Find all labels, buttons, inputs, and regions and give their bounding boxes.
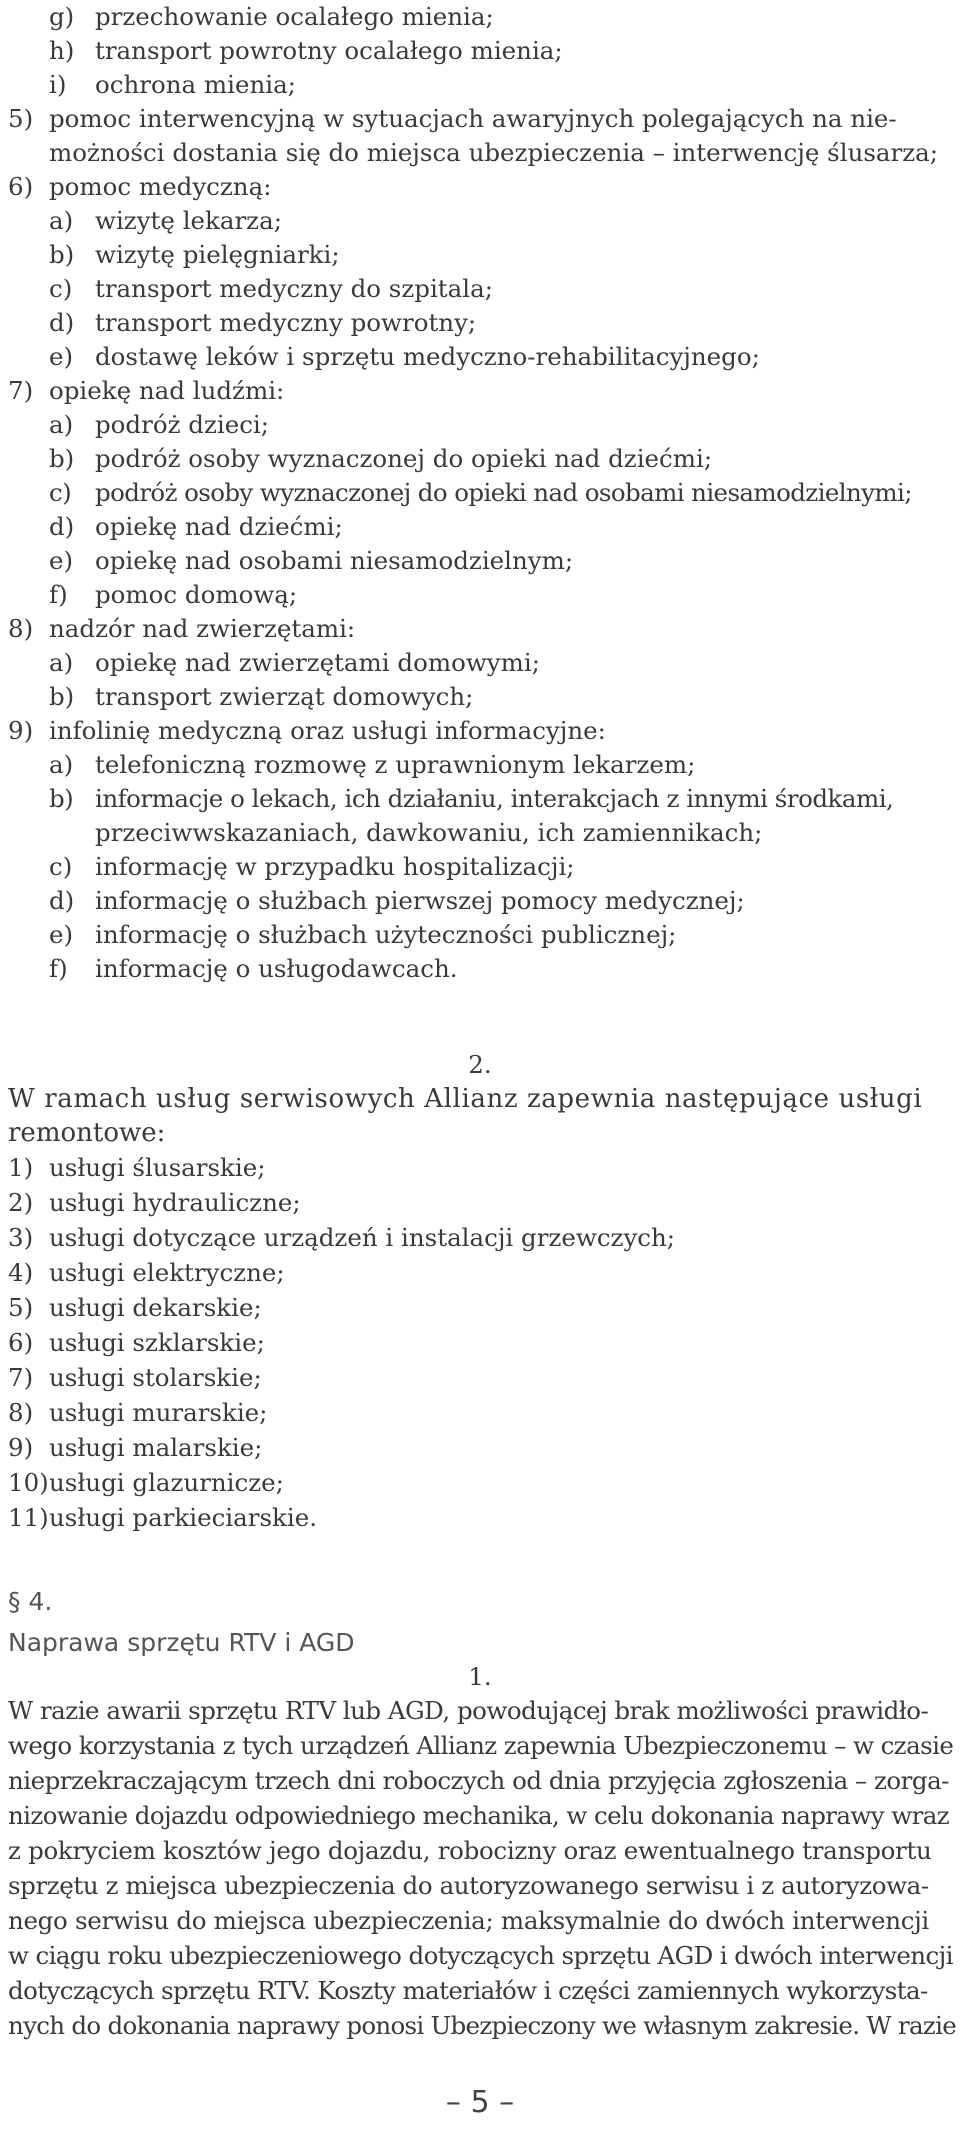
list-text: nadzór nad zwierzętami: [49,614,356,643]
list-marker: 6) [8,1328,34,1357]
list-marker: d) [49,308,75,337]
list-text: telefoniczną rozmowę z uprawnionym lekarzem; [95,750,696,779]
list-marker: b) [49,682,75,711]
list-marker: b) [49,784,74,813]
list-text: usługi szklarskie; [49,1328,265,1357]
list-text: informację o służbach pierwszej pomocy medycznej; [95,886,745,915]
paragraph-line: W razie awarii sprzętu RTV lub AGD, powodującej brak możliwości prawidło- [8,1696,929,1725]
list-marker: d) [49,886,75,915]
list-text: opiekę nad zwierzętami domowymi; [95,648,540,677]
paragraph-line: sprzętu z miejsca ubezpieczenia do autoryzowanego serwisu i z autoryzowa- [8,1871,929,1900]
list-text: transport powrotny ocalałego mienia; [95,36,563,65]
list-marker: c) [49,852,73,881]
list-marker: e) [49,546,74,575]
list-marker: c) [49,274,73,303]
list-marker: 6) [8,172,34,201]
list-marker: 8) [8,1398,34,1427]
list-marker: g) [49,2,75,31]
list-text: infolinię medyczną oraz usługi informacyjne: [49,716,606,745]
list-text: wizytę pielęgniarki; [95,240,340,269]
list-marker: 2) [8,1188,34,1217]
list-marker: 5) [8,1293,34,1322]
list-marker: e) [49,920,74,949]
paragraph-number: 1. [468,1662,492,1691]
list-text: podróż osoby wyznaczonej do opieki nad dziećmi; [95,444,713,473]
list-marker: 10) [8,1468,49,1497]
list-marker: 7) [8,376,34,405]
list-text: transport zwierząt domowych; [95,682,474,711]
list-text: pomoc medyczną: [49,172,272,201]
list-marker: e) [49,342,74,371]
list-marker: c) [49,478,72,507]
list-text: usługi elektryczne; [49,1258,285,1287]
list-text: wizytę lekarza; [95,206,282,235]
paragraph-line: dotyczących sprzętu RTV. Koszty materiałów i części zamiennych wykorzysta- [8,1976,928,2005]
list-text: usługi dekarskie; [49,1293,262,1322]
list-marker: 11) [8,1503,49,1532]
list-marker: d) [49,512,75,541]
list-text: usługi malarskie; [49,1433,263,1462]
list-text: informację w przypadku hospitalizacji; [95,852,575,881]
list-text: możności dostania się do miejsca ubezpieczenia – interwencję ślusarza; [49,138,939,167]
list-marker: f) [49,954,68,983]
list-text: ochrona mienia; [95,70,296,99]
list-marker: 5) [8,104,34,133]
section-symbol: § 4. [8,1587,53,1616]
section-title: Naprawa sprzętu RTV i AGD [8,1628,355,1657]
section-number: 2. [468,1050,492,1079]
section-intro: W ramach usług serwisowych Allianz zapewnia następujące usługi [8,1084,923,1114]
list-text: pomoc interwencyjną w sytuacjach awaryjnych polegających na nie- [49,104,897,133]
list-text: usługi stolarskie; [49,1363,262,1392]
list-marker: 4) [8,1258,34,1287]
list-marker: a) [49,750,74,779]
list-marker: i) [49,70,67,99]
list-text: informację o usługodawcach. [95,954,458,983]
page-number: – 5 – [445,2085,515,2120]
list-text: podróż dzieci; [95,410,270,439]
list-text: transport medyczny do szpitala; [95,274,493,303]
list-text: informację o służbach użyteczności publicznej; [95,920,677,949]
list-marker: 7) [8,1363,34,1392]
paragraph-line: nych do dokonania naprawy ponosi Ubezpieczony we własnym zakresie. W razie [8,2011,957,2040]
list-marker: a) [49,648,74,677]
list-marker: 3) [8,1223,34,1252]
list-text: opiekę nad osobami niesamodzielnym; [95,546,574,575]
list-text: opiekę nad dziećmi; [95,512,343,541]
list-text: usługi hydrauliczne; [49,1188,301,1217]
paragraph-line: nego serwisu do miejsca ubezpieczenia; maksymalnie do dwóch interwencji [8,1906,929,1935]
list-marker: a) [49,410,74,439]
list-marker: 9) [8,1433,34,1462]
paragraph-line: wego korzystania z tych urządzeń Allianz zapewnia Ubezpieczonemu – w czasie [8,1731,954,1760]
list-text: przeciwwskazaniach, dawkowaniu, ich zamiennikach; [95,818,763,847]
paragraph-line: nizowanie dojazdu odpowiedniego mechanika, w celu dokonania naprawy wraz [8,1801,950,1830]
list-text: podróż osoby wyznaczonej do opieki nad osobami niesamodzielnymi; [95,478,912,507]
list-marker: 8) [8,614,34,643]
list-text: pomoc domową; [95,580,298,609]
list-text: usługi murarskie; [49,1398,268,1427]
list-marker: b) [49,240,75,269]
list-marker: a) [49,206,74,235]
list-marker: h) [49,36,75,65]
list-marker: 1) [8,1153,34,1182]
paragraph-line: w ciągu roku ubezpieczeniowego dotyczących sprzętu AGD i dwóch interwencji [8,1941,953,1970]
list-text: usługi dotyczące urządzeń i instalacji grzewczych; [49,1223,676,1252]
paragraph-line: z pokryciem kosztów jego dojazdu, robocizny oraz ewentualnego transportu [8,1836,932,1865]
paragraph-line: nieprzekraczającym trzech dni roboczych od dnia przyjęcia zgłoszenia – zorga- [8,1766,949,1795]
list-text: usługi glazurnicze; [49,1468,284,1497]
list-text: usługi parkieciarskie. [49,1503,317,1532]
list-marker: 9) [8,716,34,745]
list-marker: f) [49,580,68,609]
list-text: informacje o lekach, ich działaniu, interakcjach z innymi środkami, [95,784,894,813]
list-text: opiekę nad ludźmi: [49,376,285,405]
section-intro-continuation: remontowe: [8,1118,166,1148]
list-marker: b) [49,444,75,473]
list-text: przechowanie ocalałego mienia; [95,2,494,31]
list-text: dostawę leków i sprzętu medyczno-rehabilitacyjnego; [95,342,760,371]
list-text: usługi ślusarskie; [49,1153,266,1182]
list-text: transport medyczny powrotny; [95,308,477,337]
